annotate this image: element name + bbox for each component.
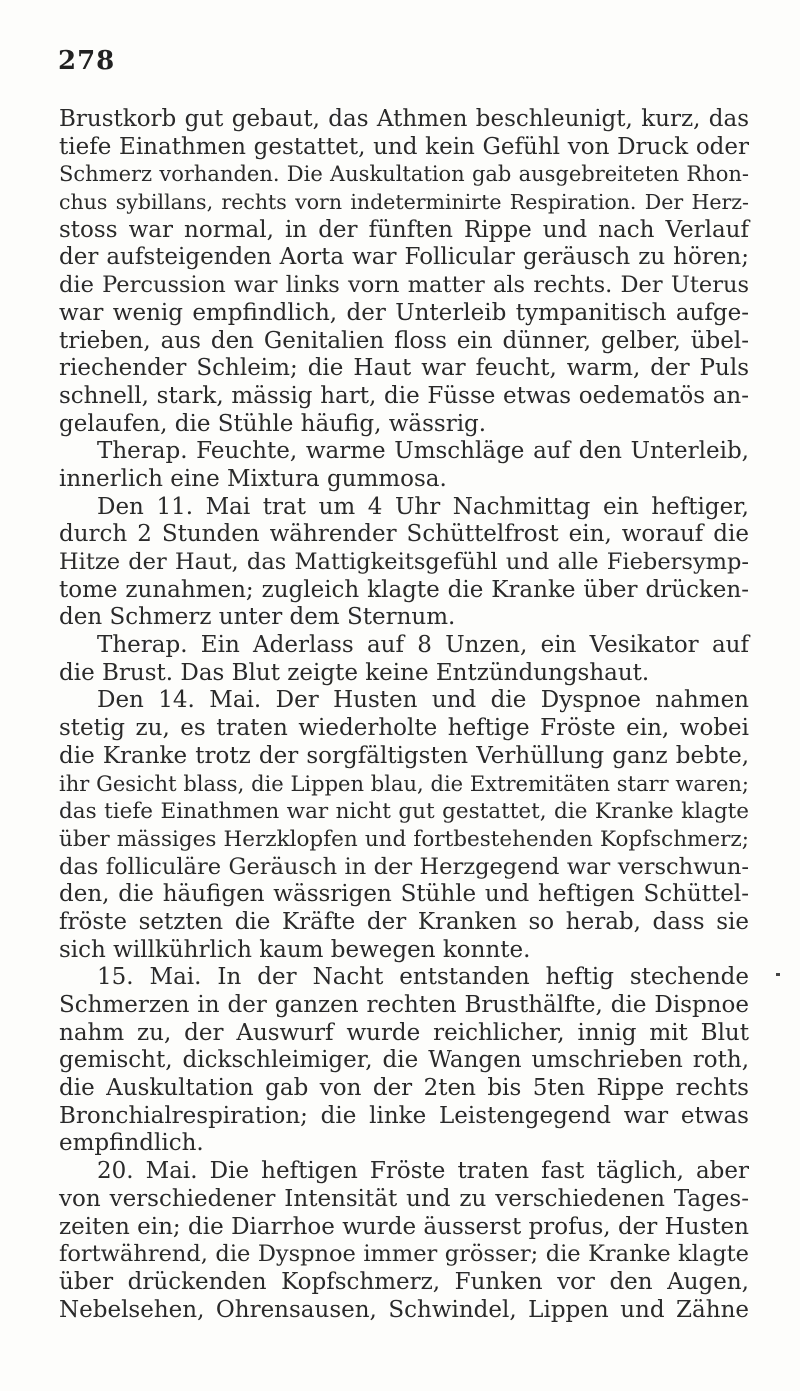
text-line: Nebelsehen, Ohrensausen, Schwindel, Lippen und Zähne: [59, 1296, 749, 1323]
body-text: [59, 106, 749, 1324]
text-line: war wenig empfindlich, der Unterleib tympanitisch aufge-: [59, 299, 749, 326]
text-line: innerlich eine Mixtura gummosa.: [59, 465, 447, 492]
text-line: Den 11. Mai trat um 4 Uhr Nachmittag ein heftiger,: [97, 493, 749, 520]
text-line: die Auskultation gab von der 2ten bis 5ten Rippe rechts: [59, 1075, 749, 1102]
text-line: tiefe Einathmen gestattet, und kein Gefühl von Druck oder: [59, 133, 749, 160]
text-line: tome zunahmen; zugleich klagte die Kranke über drücken-: [59, 576, 749, 603]
margin-mark: [776, 973, 780, 976]
text-line: 15. Mai. In der Nacht entstanden heftig stechende: [97, 964, 749, 991]
text-line: Bronchialrespiration; die linke Leistengegend war etwas: [59, 1102, 749, 1129]
text-line: über mässiges Herzklopfen und fortbestehenden Kopfschmerz;: [59, 826, 749, 852]
text-line: 20. Mai. Die heftigen Fröste traten fast täglich, aber: [97, 1158, 749, 1185]
text-line: stoss war normal, in der fünften Rippe und nach Verlauf: [59, 216, 749, 243]
text-line: das tiefe Einathmen war nicht gut gestattet, die Kranke klagte: [59, 799, 749, 825]
text-line: stetig zu, es traten wiederholte heftige Fröste ein, wobei: [59, 715, 749, 742]
text-line: über drückenden Kopfschmerz, Funken vor den Augen,: [59, 1268, 749, 1295]
text-line: Schmerzen in der ganzen rechten Brusthälfte, die Dispnoe: [59, 992, 749, 1018]
text-line: trieben, aus den Genitalien floss ein dünner, gelber, übel-: [59, 327, 749, 354]
text-line: riechender Schleim; die Haut war feucht, warm, der Puls: [59, 355, 749, 382]
text-line: schnell, stark, mässig hart, die Füsse etwas oedematös an-: [59, 382, 749, 409]
text-line: den Schmerz unter dem Sternum.: [59, 604, 456, 631]
text-line: zeiten ein; die Diarrhoe wurde äusserst profus, der Husten: [59, 1213, 749, 1240]
text-line: Den 14. Mai. Der Husten und die Dyspnoe nahmen: [97, 687, 749, 714]
text-line: gelaufen, die Stühle häufig, wässrig.: [59, 410, 487, 437]
text-line: den, die häufigen wässrigen Stühle und heftigen Schüttel-: [59, 881, 749, 908]
text-line: chus sybillans, rechts vorn indeterminirte Respiration. Der Herz-: [59, 190, 749, 215]
page-number: 278: [58, 46, 116, 76]
text-line: Schmerz vorhanden. Die Auskultation gab ausgebreiteten Rhon-: [59, 162, 749, 187]
text-line: nahm zu, der Auswurf wurde reichlicher, innig mit Blut: [59, 1019, 749, 1046]
text-line: fröste setzten die Kräfte der Kranken so herab, dass sie: [59, 908, 749, 935]
text-line: die Brust. Das Blut zeigte keine Entzündungshaut.: [59, 659, 650, 686]
text-line: Therap. Feuchte, warme Umschläge auf den Unterleib,: [97, 438, 749, 465]
text-line: die Percussion war links vorn matter als rechts. Der Uterus: [59, 272, 749, 299]
text-line: Hitze der Haut, das Mattigkeitsgefühl und alle Fiebersymp-: [59, 549, 749, 575]
text-line: die Kranke trotz der sorgfältigsten Verhüllung ganz bebte,: [59, 742, 749, 769]
text-line: gemischt, dickschleimiger, die Wangen umschrieben roth,: [59, 1047, 749, 1074]
text-line: durch 2 Stunden währender Schüttelfrost ein, worauf die: [59, 521, 749, 548]
text-line: das folliculäre Geräusch in der Herzgegend war verschwun-: [59, 853, 749, 880]
text-line: fortwährend, die Dyspnoe immer grösser; die Kranke klagte: [59, 1241, 749, 1268]
text-line: Brustkorb gut gebaut, das Athmen beschleunigt, kurz, das: [59, 106, 749, 132]
text-line: von verschiedener Intensität und zu verschiedenen Tages-: [59, 1185, 749, 1212]
text-line: ihr Gesicht blass, die Lippen blau, die Extremitäten starr waren;: [59, 771, 749, 796]
text-line: sich willkührlich kaum bewegen konnte.: [59, 936, 531, 963]
text-line: der aufsteigenden Aorta war Follicular geräusch zu hören;: [59, 244, 749, 271]
text-line: empfindlich.: [59, 1130, 204, 1157]
text-line: Therap. Ein Aderlass auf 8 Unzen, ein Vesikator auf: [97, 632, 749, 659]
